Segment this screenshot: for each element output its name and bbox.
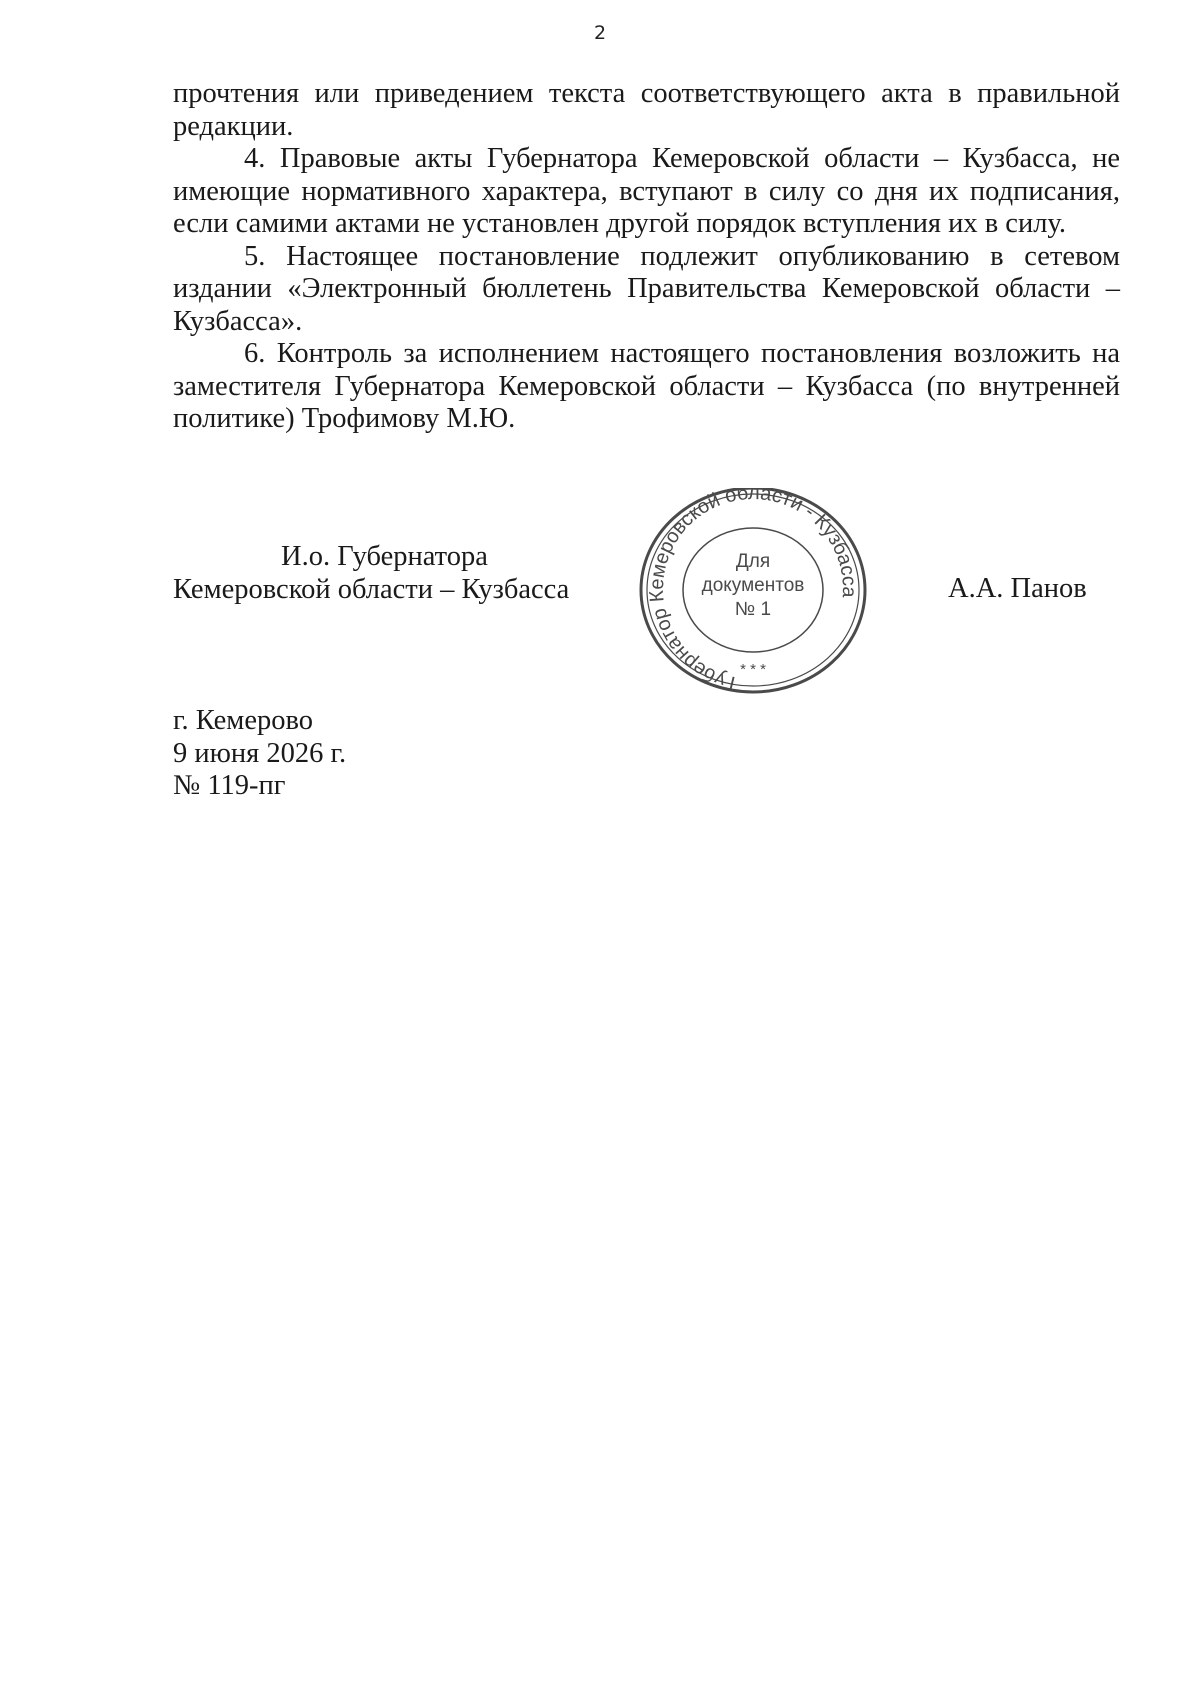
- page-number: 2: [593, 22, 607, 44]
- document-footer: [173, 705, 346, 803]
- paragraph-item-5: 5. Настоящее постановление подлежит опубликованию в сетевом издании «Электронный бюллетень Правительства Кемеровской области – Кузбасса».: [173, 240, 1120, 337]
- stamp-ring-text: Губернатор Кемеровской области - Кузбасса: [645, 488, 861, 695]
- official-stamp: [636, 488, 870, 698]
- signer-title-line2: Кемеровской области – Кузбасса: [173, 573, 570, 605]
- paragraph-continuation: прочтения или приведением текста соответствующего акта в правильной редакции.: [173, 78, 1120, 142]
- footer-date: 9 июня 2026 г.: [173, 737, 347, 769]
- footer-document-number: № 119-пг: [173, 770, 286, 801]
- stamp-center-line1: Для: [735, 551, 771, 572]
- footer-city: г. Кемерово: [173, 705, 313, 736]
- stamp-bottom-mark: * * *: [740, 661, 766, 678]
- stamp-center-line2: документов: [701, 575, 805, 596]
- paragraph-item-4: 4. Правовые акты Губернатора Кемеровской области – Кузбасса, не имеющие нормативного характера, вступают в силу со дня их подписания, если самими актами не установлен другой порядок вступления их в силу.: [173, 143, 1120, 239]
- signer-name: А.А. Панов: [948, 573, 1087, 604]
- signer-title: [173, 541, 573, 606]
- stamp-seal: [636, 488, 870, 698]
- paragraph-item-6: 6. Контроль за исполнением настоящего постановления возложить на заместителя Губернатора Кемеровской области – Кузбасса (по внутренней политике) Трофимову М.Ю.: [173, 338, 1120, 434]
- document-body: [173, 78, 1120, 436]
- stamp-center-line3: № 1: [734, 599, 772, 620]
- signer-title-line1: И.о. Губернатора: [281, 541, 488, 572]
